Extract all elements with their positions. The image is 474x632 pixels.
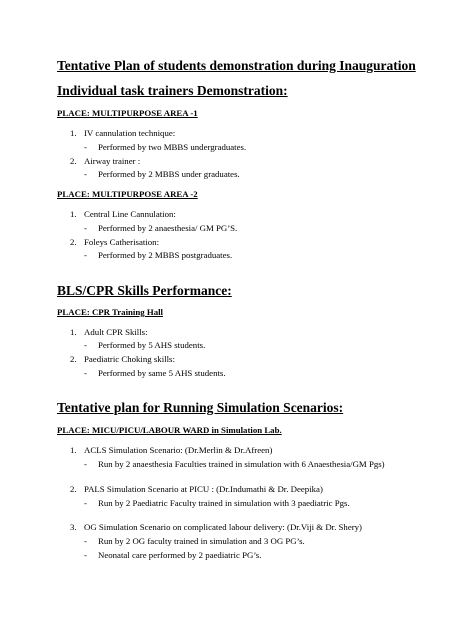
list-item: Paediatric Choking skills: [84, 354, 175, 364]
list-item: Foleys Catherisation: [84, 237, 160, 247]
list-number: 2. [70, 354, 77, 364]
dash-bullet: - [84, 223, 87, 233]
place-label-cpr-training-hall: PLACE: CPR Training Hall [57, 307, 163, 317]
dash-bullet: - [84, 536, 87, 546]
list-number: 1. [70, 445, 77, 455]
sub-list-item: Run by 2 OG faculty trained in simulation and 3 OG PG’s. [98, 536, 305, 546]
document-title: Tentative Plan of students demonstration during Inauguration [57, 58, 416, 73]
sub-list-item: Performed by 5 AHS students. [98, 340, 206, 350]
sub-list-item: Run by 2 anaesthesia Faculties trained in simulation with 6 Anaesthesia/GM Pgs) [98, 459, 385, 469]
section-heading-simulation-scenarios: Tentative plan for Running Simulation Scenarios: [57, 400, 344, 415]
list-item: OG Simulation Scenario on complicated labour delivery: (Dr.Viji & Dr. Shery) [84, 522, 362, 532]
list-number: 2. [70, 237, 77, 247]
dash-bullet: - [84, 368, 87, 378]
list-number: 1. [70, 209, 77, 219]
list-item: Airway trainer : [84, 156, 141, 166]
dash-bullet: - [84, 340, 87, 350]
sub-list-item: Neonatal care performed by 2 paediatric PG’s. [98, 550, 262, 560]
section-heading-bls-cpr: BLS/CPR Skills Performance: [57, 283, 232, 298]
dash-bullet: - [84, 459, 87, 469]
sub-list-item: Performed by two MBBS undergraduates. [98, 142, 247, 152]
place-label-multipurpose-area-1: PLACE: MULTIPURPOSE AREA -1 [57, 108, 198, 118]
sub-list-item: Performed by 2 MBBS under graduates. [98, 169, 240, 179]
sub-list-item: Performed by 2 MBBS postgraduates. [98, 250, 233, 260]
list-item: PALS Simulation Scenario at PICU : (Dr.Indumathi & Dr. Deepika) [84, 484, 323, 494]
sub-list-item: Run by 2 Paediatric Faculty trained in simulation with 3 paediatric Pgs. [98, 498, 350, 508]
place-label-micu-picu-labour-ward: PLACE: MICU/PICU/LABOUR WARD in Simulation Lab. [57, 425, 282, 435]
list-number: 2. [70, 156, 77, 166]
dash-bullet: - [84, 142, 87, 152]
place-label-multipurpose-area-2: PLACE: MULTIPURPOSE AREA -2 [57, 189, 198, 199]
sub-list-item: Performed by 2 anaesthesia/ GM PG’S. [98, 223, 238, 233]
sub-list-item: Performed by same 5 AHS students. [98, 368, 226, 378]
dash-bullet: - [84, 169, 87, 179]
list-number: 1. [70, 327, 77, 337]
list-item: Adult CPR Skills: [84, 327, 148, 337]
list-item: IV cannulation technique: [84, 128, 176, 138]
section-heading-individual-task-trainers: Individual task trainers Demonstration: [57, 83, 288, 98]
list-number: 2. [70, 484, 77, 494]
list-number: 1. [70, 128, 77, 138]
dash-bullet: - [84, 250, 87, 260]
dash-bullet: - [84, 498, 87, 508]
list-item: ACLS Simulation Scenario: (Dr.Merlin & Dr.Afreen) [84, 445, 273, 455]
list-item: Central Line Cannulation: [84, 209, 176, 219]
list-number: 3. [70, 522, 77, 532]
dash-bullet: - [84, 550, 87, 560]
